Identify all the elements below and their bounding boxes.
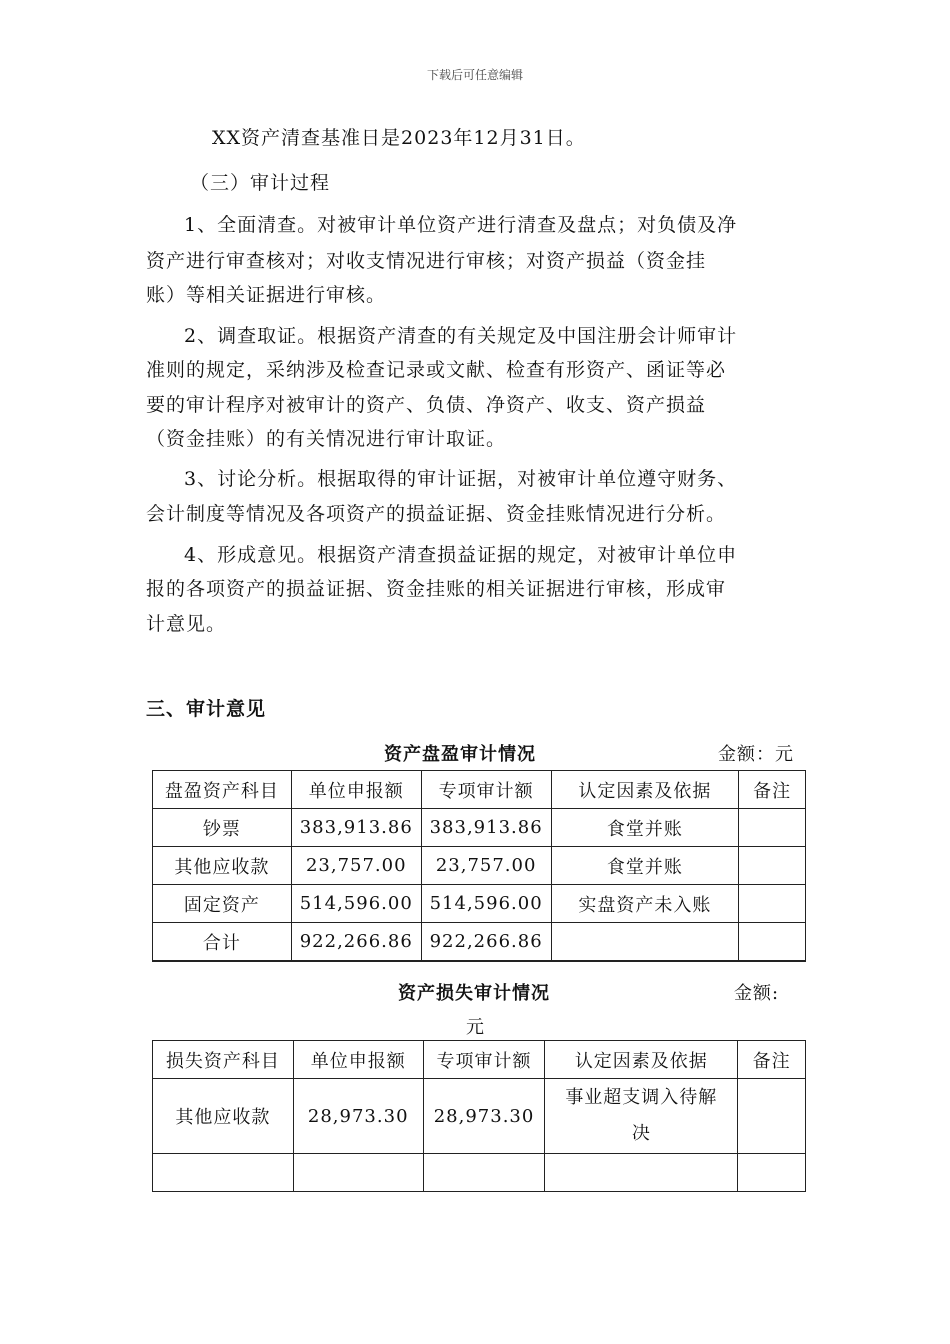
- table1-unit: 金额：元: [718, 744, 794, 765]
- paragraph-2-line-1: 2、调查取证。根据资产清查的有关规定及中国注册会计师审计: [184, 325, 738, 347]
- table-cell: 922,266.86: [421, 923, 551, 962]
- paragraph-4-line-2: 报的各项资产的损益证据、资金挂账的相关证据进行审核，形成审: [146, 578, 727, 600]
- header-cell: 专项审计额: [421, 771, 551, 809]
- table-cell: [293, 1154, 423, 1192]
- table-cell: [738, 1079, 806, 1154]
- header-cell: 认定因素及依据: [551, 771, 739, 809]
- table-cell: 实盘资产未入账: [551, 885, 739, 923]
- table-cell-basis: [545, 1079, 738, 1154]
- table-cell: [738, 1154, 806, 1192]
- table1-title: 资产盘盈审计情况: [384, 744, 536, 765]
- paragraph-4-line-1: 4、形成意见。根据资产清查损益证据的规定，对被审计单位申: [184, 544, 738, 566]
- table-cell: 922,266.86: [291, 923, 421, 962]
- section-title: 三、审计意见: [146, 698, 267, 720]
- table-cell: 固定资产: [153, 885, 292, 923]
- table-cell: [551, 923, 739, 962]
- table2-unit-continued: 元: [466, 1017, 485, 1038]
- table-cell: [423, 1154, 545, 1192]
- header-cell: 专项审计额: [423, 1041, 545, 1079]
- paragraph-3-line-2: 会计制度等情况及各项资产的损益证据、资金挂账情况进行分析。: [146, 503, 727, 525]
- table-cell: 23,757.00: [291, 847, 421, 885]
- table-cell: [153, 1154, 294, 1192]
- subsection-title: （三）审计过程: [190, 172, 331, 194]
- paragraph-1-line-2: 资产进行审查核对；对收支情况进行审核；对资产损益（资金挂: [146, 250, 707, 272]
- table2-unit: 金额:: [734, 983, 780, 1004]
- paragraph-4-line-3: 计意见。: [146, 613, 227, 635]
- table-cell: 28,973.30: [293, 1079, 423, 1154]
- table-row: [153, 1079, 806, 1154]
- table-cell: 383,913.86: [421, 809, 551, 847]
- table-cell: 23,757.00: [421, 847, 551, 885]
- table-cell: 食堂并账: [551, 809, 739, 847]
- paragraph-baseline-date: XX资产清查基准日是2023年12月31日。: [212, 127, 586, 149]
- paragraph-1-line-3: 账）等相关证据进行审核。: [146, 284, 387, 306]
- table-cell: 28,973.30: [423, 1079, 545, 1154]
- header-cell: 单位申报额: [293, 1041, 423, 1079]
- table-header-row: [153, 771, 806, 809]
- table-row: [153, 847, 806, 885]
- table-cell: [739, 885, 806, 923]
- paragraph-3-line-1: 3、讨论分析。根据取得的审计证据，对被审计单位遵守财务、: [184, 468, 738, 490]
- table-cell: [739, 923, 806, 962]
- paragraph-2-line-2: 准则的规定，采纳涉及检查记录或文献、检查有形资产、函证等必: [146, 359, 727, 381]
- table-cell: 514,596.00: [291, 885, 421, 923]
- table2-title: 资产损失审计情况: [398, 983, 550, 1004]
- table-cell: 钞票: [153, 809, 292, 847]
- basis-line-1: 事业超支调入待解: [565, 1087, 718, 1108]
- header-cell: 备注: [739, 771, 806, 809]
- table-cell: 383,913.86: [291, 809, 421, 847]
- table-row: [153, 809, 806, 847]
- page-header: 下载后可任意编辑: [426, 68, 523, 82]
- basis-line-2: 决: [631, 1123, 651, 1144]
- header-cell: 盘盈资产科目: [153, 771, 292, 809]
- header-cell: 损失资产科目: [153, 1041, 294, 1079]
- table-cell: [739, 847, 806, 885]
- total-row: [153, 923, 806, 962]
- table-cell: [739, 809, 806, 847]
- paragraph-2-line-3: 要的审计程序对被审计的资产、负债、净资产、收支、资产损益: [146, 394, 707, 416]
- loss-audit-table: [152, 1040, 806, 1192]
- table-row: [153, 1154, 806, 1192]
- table-cell: [545, 1154, 738, 1192]
- paragraph-1-line-1: 1、全面清查。对被审计单位资产进行清查及盘点；对负债及净: [184, 214, 738, 236]
- table-header-row: [153, 1041, 806, 1079]
- table-cell: 食堂并账: [551, 847, 739, 885]
- paragraph-2-line-4: （资金挂账）的有关情况进行审计取证。: [146, 428, 507, 450]
- surplus-audit-table: [152, 770, 806, 962]
- table-cell: 合计: [153, 923, 292, 962]
- header-cell: 备注: [738, 1041, 806, 1079]
- table-cell: 514,596.00: [421, 885, 551, 923]
- table-cell: 其他应收款: [153, 847, 292, 885]
- header-cell: 认定因素及依据: [545, 1041, 738, 1079]
- header-cell: 单位申报额: [291, 771, 421, 809]
- table-row: [153, 885, 806, 923]
- table-cell: 其他应收款: [153, 1079, 294, 1154]
